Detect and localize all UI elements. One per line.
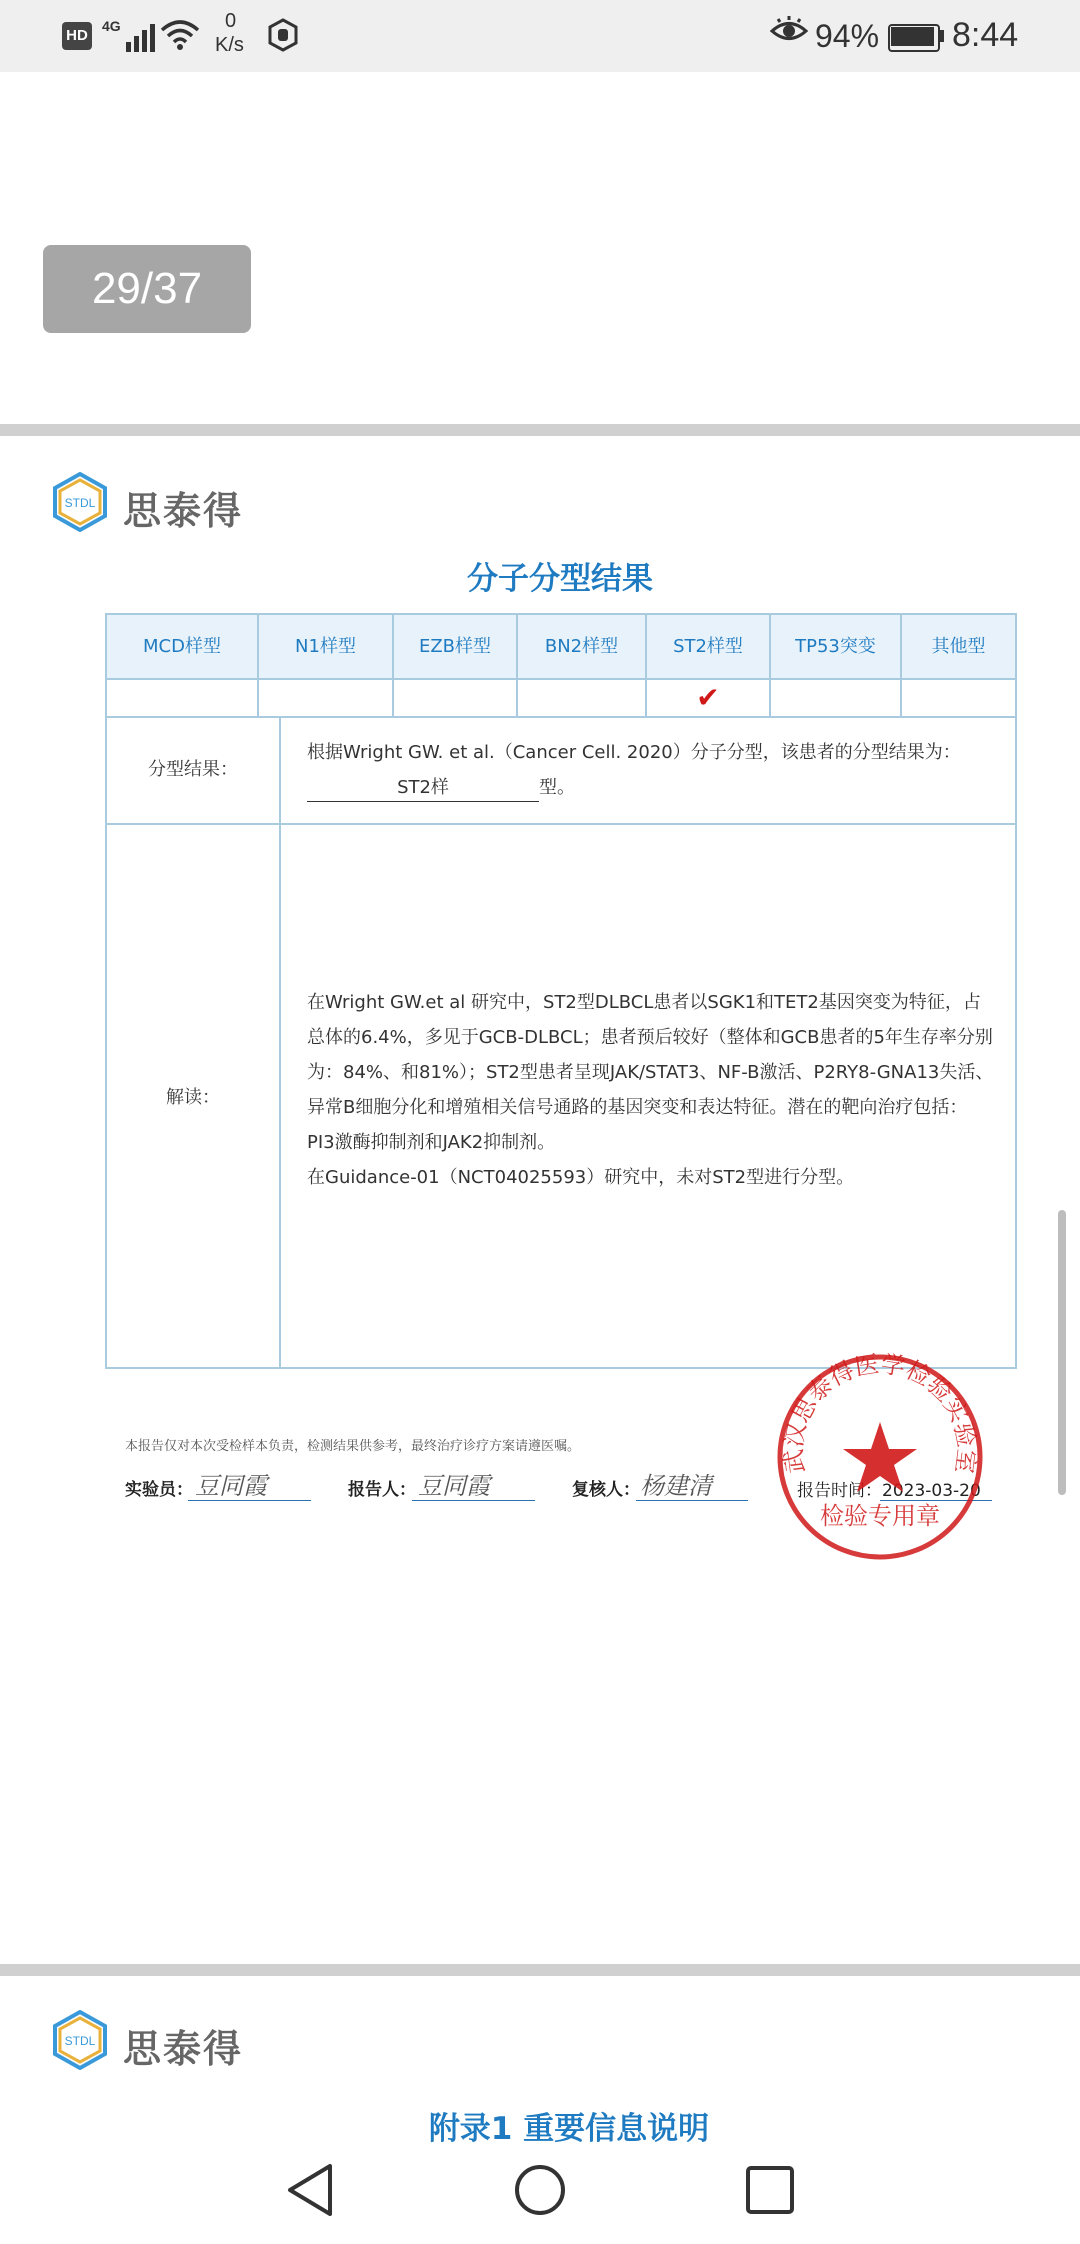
logo-hexagon-icon xyxy=(50,2010,110,2070)
network-type: 4G xyxy=(102,18,121,34)
seal-text-top: 武汉思泰得医学检验实验室 xyxy=(779,1352,981,1475)
col-header-other: 其他型 xyxy=(902,615,1015,678)
reviewer-label: 复核人： xyxy=(572,1480,640,1500)
logo-text: 思泰得 xyxy=(123,489,244,533)
recents-icon[interactable] xyxy=(744,2164,796,2216)
col-header-bn2: BN2样型 xyxy=(518,615,645,678)
result-text: 根据Wright GW. et al.（Cancer Cell. 2020）分子分型，该患者的分型结果为： xyxy=(307,742,961,763)
reviewer-line xyxy=(636,1500,748,1501)
tester-line xyxy=(188,1500,311,1501)
page-separator xyxy=(0,1964,1080,1976)
tester-label: 实验员： xyxy=(125,1480,193,1500)
interp-line: 异常B细胞分化和增殖相关信号通路的基因突变和表达特征。潜在的靶向治疗包括： xyxy=(307,1097,968,1118)
tester-signature: 豆同霞 xyxy=(195,1472,267,1500)
interp-line: PI3激酶抑制剂和JAK2抑制剂。 xyxy=(307,1132,556,1153)
report-time: 报告时间：2023-03-20 xyxy=(797,1481,981,1501)
clock: 8:44 xyxy=(952,16,1019,54)
col-header-st2: ST2样型 xyxy=(647,615,769,678)
hd-icon: HD xyxy=(62,22,92,50)
col-header-n1: N1样型 xyxy=(259,615,392,678)
logo-badge: STDL xyxy=(64,2034,96,2048)
reporter-signature: 豆同霞 xyxy=(418,1472,490,1500)
st2-checkmark: ✔ xyxy=(696,681,720,714)
logo-badge: STDL xyxy=(64,496,96,510)
interpretation-text xyxy=(307,985,997,1195)
interp-line: 在Guidance-01（NCT04025593）研究中，未对ST2型进行分型。 xyxy=(307,1167,855,1188)
eye-comfort-icon xyxy=(770,16,808,54)
disclaimer: 本报告仅对本次受检样本负责，检测结果供参考，最终治疗诊疗方案请遵医嘱。 xyxy=(125,1439,581,1454)
interpretation-label: 解读： xyxy=(166,1087,220,1108)
battery-percent: 94% xyxy=(815,18,880,54)
reviewer-signature: 杨建清 xyxy=(640,1472,712,1500)
page-indicator: 29/37 xyxy=(43,245,251,333)
company-logo xyxy=(50,472,110,536)
col-header-ezb: EZB样型 xyxy=(394,615,516,678)
company-logo xyxy=(50,2010,110,2074)
back-icon[interactable] xyxy=(284,2162,336,2218)
result-value-line xyxy=(307,770,997,805)
section-title: 附录1 重要信息说明 xyxy=(428,2111,710,2147)
interp-line: 为：84%、和81%）；ST2型患者呈现JAK/STAT3、NF-B激活、P2RY8-GNA13失活、 xyxy=(307,1062,994,1083)
battery-fill xyxy=(891,27,934,46)
result-suffix: 型。 xyxy=(539,777,575,798)
interp-line: 总体的6.4%，多见于GCB-DLBCL；患者预后较好（整体和GCB患者的5年生存率分别 xyxy=(307,1027,993,1048)
logo-text: 思泰得 xyxy=(123,2027,244,2071)
page-separator xyxy=(0,424,1080,436)
interp-line: 在Wright GW.et al 研究中，ST2型DLBCL患者以SGK1和TET2基因突变为特征，占 xyxy=(307,992,981,1013)
status-bar xyxy=(0,0,1080,72)
col-header-mcd: MCD样型 xyxy=(107,615,257,678)
molecular-typing-table xyxy=(105,613,1017,1369)
hand-shield-icon xyxy=(266,18,300,60)
section-title: 分子分型结果 xyxy=(467,561,653,597)
seal-text-bottom: 检验专用章 xyxy=(820,1502,940,1530)
net-speed-unit: K/s xyxy=(215,34,244,56)
official-seal-icon xyxy=(775,1352,985,1562)
home-icon[interactable] xyxy=(512,2162,568,2218)
scrollbar-thumb[interactable] xyxy=(1058,1210,1066,1495)
battery-tip xyxy=(940,30,944,42)
reporter-line xyxy=(412,1500,535,1501)
reporter-label: 报告人： xyxy=(348,1480,416,1500)
nav-bar xyxy=(0,2150,1080,2244)
net-speed-value: 0 xyxy=(225,10,237,32)
col-header-tp53: TP53突变 xyxy=(771,615,900,678)
result-label: 分型结果： xyxy=(148,759,238,780)
result-text-block xyxy=(307,735,997,805)
result-value: ST2样 xyxy=(307,775,539,802)
wifi-icon xyxy=(160,18,200,60)
logo-hexagon-icon xyxy=(50,472,110,532)
